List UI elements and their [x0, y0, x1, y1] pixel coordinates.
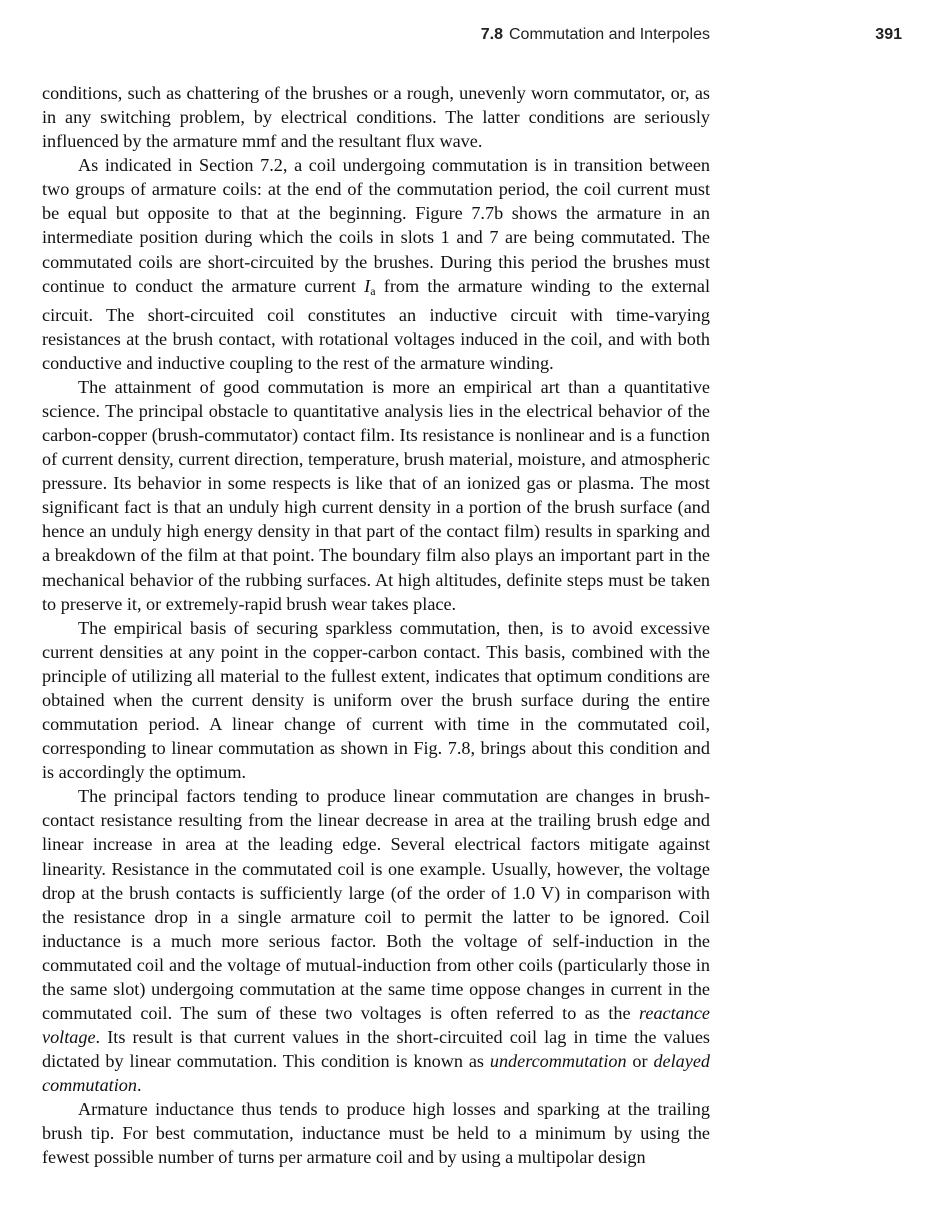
paragraph [42, 1097, 710, 1169]
paragraph-text: . Its result is that current values in the short-circuited coil lag in time the values dictated by linear commutation. This condition is known as [42, 1027, 710, 1072]
paragraph [42, 375, 710, 616]
paragraph-text: or [626, 1051, 654, 1072]
term-undercommutation: undercommutation [489, 1051, 627, 1072]
paragraph [42, 784, 710, 1097]
armature-current-symbol: I [364, 275, 371, 296]
page-number: 391 [875, 26, 902, 43]
paragraph [42, 153, 710, 375]
paragraph-text: . [136, 1075, 142, 1096]
running-title [481, 26, 710, 44]
term-reactance-voltage: reactance voltage [42, 1002, 710, 1048]
body-text [42, 81, 710, 1170]
paragraph-text: The attainment of good commutation is more an empirical art than a quantitative science. The principal obstacle to quantitative analysis lies in the electrical behavior of the carbon-copper (brush-commutator) contact film. Its resistance is nonlinear and is a function of current density, current direction, temperature, brush material, moisture, and atmospheric pressure. Its behavior in some respects is like that of an ionized gas or plasma. The most significant fact is that an unduly high current density in a portion of the brush surface (and hence an unduly high energy density in that part of the contact film) results in sparking and a breakdown of the film at that point. The boundary film also plays an important part in the mechanical behavior of the rubbing surfaces. At high altitudes, definite steps must be taken to preserve it, or extremely-rapid brush wear takes place. [42, 376, 710, 614]
paragraph-text: The principal factors tending to produce linear commutation are changes in brush-contact resistance resulting from the linear decrease in area at the trailing brush edge and linear increase in area at the leading edge. Several electrical factors mitigate against linearity. Resistance in the commutated coil is one example. Usually, however, the voltage drop at the brush contacts is sufficiently large (of the order of 1.0 V) in comparison with the resistance drop in a single armature coil to permit the latter to be ignored. Coil inductance is a much more serious factor. Both the voltage of self-induction in the commutated coil and the voltage of mutual-induction from other coils (particularly those in the same slot) undergoing commutation at the same time oppose changes in current in the commutated coil. The sum of these two voltages is often referred to as the [42, 786, 710, 1023]
paragraph-text: The empirical basis of securing sparkless commutation, then, is to avoid excessive current densities at any point in the copper-carbon contact. This basis, combined with the principle of utilizing all material to the fullest extent, indicates that optimum conditions are obtained when the current density is uniform over the brush surface during the entire commutation period. A linear change of current with time in the commutated coil, corresponding to linear commutation as shown in Fig. 7.8, brings about this condition and is accordingly the optimum. [42, 617, 710, 783]
paragraph-text: from the armature winding to the external circuit. The short-circuited coil constitutes an inductive circuit with time-varying resistances at the brush contact, with rotational voltages induced in the coil, and with both conductive and inductive coupling to the rest of the armature winding. [42, 275, 710, 373]
running-header [0, 24, 936, 48]
term-delayed-commutation: delayed commutation [42, 1051, 710, 1096]
paragraph-text: Armature inductance thus tends to produce high losses and sparking at the trailing brush tip. For best commutation, inductance must be held to a minimum by using the fewest possible number of turns per armature coil and by using a multipolar design [42, 1099, 710, 1168]
paragraph-text: conditions, such as chattering of the brushes or a rough, unevenly worn commutator, or, as in any switching problem, by electrical conditions. The latter conditions are seriously influenced by the armature mmf and the resultant flux wave. [42, 83, 710, 152]
paragraph [42, 616, 710, 785]
paragraph [42, 81, 710, 153]
armature-current-subscript: a [370, 283, 376, 298]
paragraph-text: As indicated in Section 7.2, a coil undergoing commutation is in transition between two groups of armature coils: at the end of the commutation period, the coil current must be equal but opposite to that at the beginning. Figure 7.7b shows the armature in an intermediate position during which the coils in slots 1 and 7 are being commutated. The commutated coils are short-circuited by the brushes. During this period the brushes must continue to conduct the armature current [42, 155, 710, 296]
section-number: 7.8 [480, 26, 503, 43]
section-title: Commutation and Interpoles [509, 26, 710, 43]
